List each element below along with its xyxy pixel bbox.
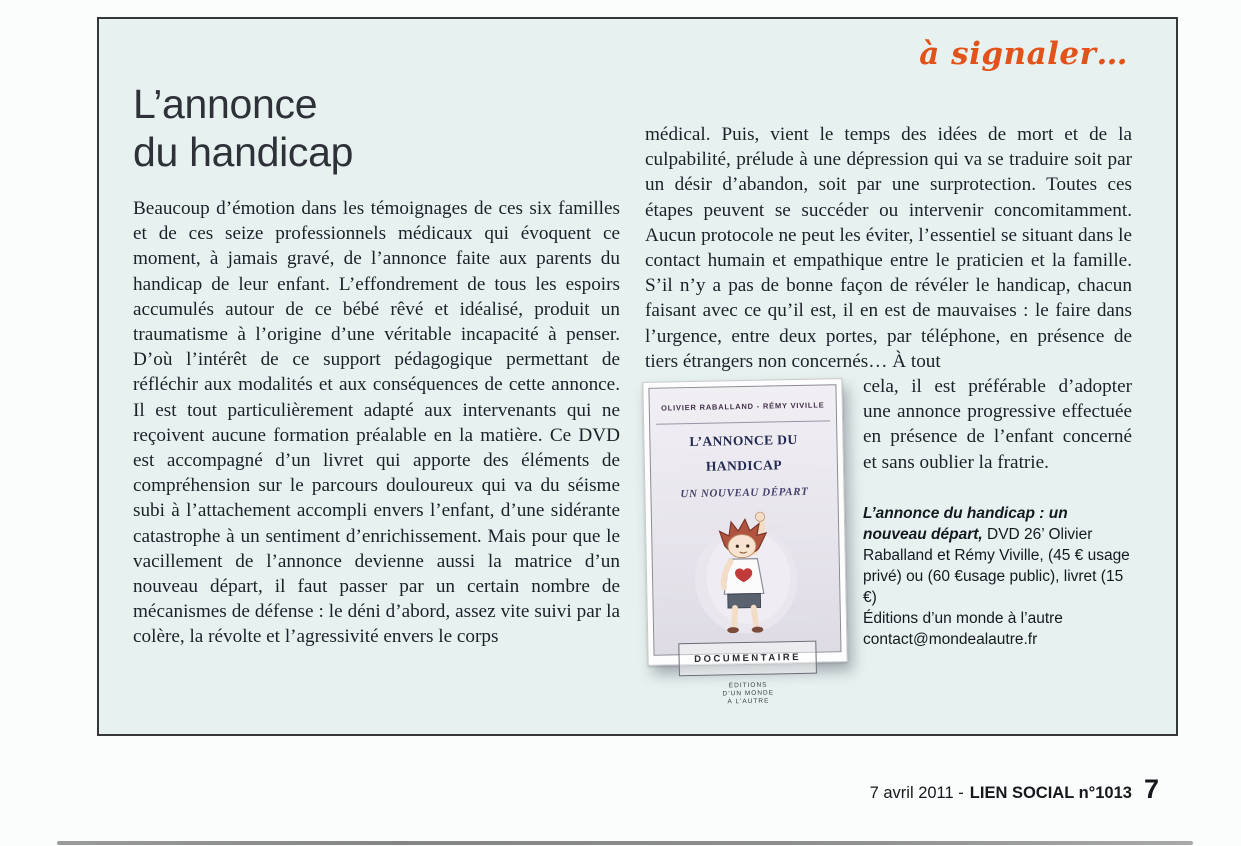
caption-publisher: Éditions d’un monde à l’autre xyxy=(863,609,1063,627)
column-right xyxy=(645,122,1132,706)
footer-journal: LIEN SOCIAL n°1013 xyxy=(969,784,1132,802)
body-paragraph-col2-part1: médical. Puis, vient le temps des idées de mort et de la culpabilité, prélude à une dépression qui va se traduire soit par un désir d’abandon, soit par une surprotection. Toutes ces étapes peuvent se succéder ou intervenir concomitamment. Aucun protocole ne peut les éviter, l’essentiel se situant dans le contact humain et empathique entre le praticien et la famille. S’il n’y a pas de bonne façon de révéler le handicap, chacun faisant avec ce qu’il est, il en est de mauvaises : le faire dans l’urgence, entre deux portes, par téléphone, en présence de tiers étrangers non concernés… À tout xyxy=(645,124,1132,372)
article-title-line2: du handicap xyxy=(133,129,354,175)
footer-date: 7 avril 2011 - xyxy=(869,784,964,802)
page-footer xyxy=(870,774,1159,805)
article-title xyxy=(133,80,353,176)
article-title-line1: L’annonce xyxy=(133,81,318,127)
dvd-illustration xyxy=(686,509,806,639)
caption-email: contact@mondealautre.fr xyxy=(863,630,1038,648)
body-paragraph-col2-part2: cela, il est préférable d’adopter une annonce progressive effectuée en présence de l’enfant concerné et sans oublier la fratrie. xyxy=(863,376,1132,473)
dvd-publisher-line1: ÉDITIONS xyxy=(728,681,768,690)
manga-child-illustration xyxy=(686,509,806,639)
dvd-publisher-line2: D’UN MONDE xyxy=(722,689,775,698)
dvd-publisher-line3: À L’AUTRE xyxy=(727,697,770,706)
dvd-case xyxy=(642,378,847,706)
dvd-title: L’ANNONCE DU HANDICAP xyxy=(689,432,798,475)
scan-edge-artifact xyxy=(57,841,1193,845)
body-paragraph-col1: Beaucoup d’émotion dans les témoignages de ces six familles et de ces seize professionnels médicaux qui évoquent ce moment, à jamais gravé, de l’annonce faite aux parents du handicap de leur enfant. L’effondrement de tous les espoirs accumulés autour de ce bébé rêvé et idéalisé, produit un traumatisme à l’origine d’une véritable incapacité à penser. D’où l’intérêt de ce support pédagogique permettant de réfléchir aux modalités et aux conséquences de cette annonce. Il est tout particulièrement adapté aux intervenants qui ne reçoivent aucune formation préalable en la matière. Ce DVD est accompagné d’un livret qui apporte des éléments de compréhension sur le parcours douloureux qui va du séisme subi à l’attachement accompli envers l’enfant, d’une sidérante catastrophe à un sentiment d’enrichissement. Mais pour que le vacillement de l’annonce devienne aussi la matrice d’un nouveau départ, il faut passer par un certain nombre de mécanismes de défense : le déni d’abord, assez vite suivi par la colère, la révolte et l’agressivité envers le corps xyxy=(133,198,620,648)
caption-details: DVD 26’ Olivier Raballand et Rémy Viville, (45 € usage privé) ou (60 €usage public), livret (15 €) xyxy=(863,525,1130,606)
column-left xyxy=(133,196,620,650)
footer-page-number: 7 xyxy=(1143,774,1159,804)
dvd-cover xyxy=(648,384,841,706)
section-label: à signaler… xyxy=(919,36,1128,72)
caption-title: L’annonce du handicap : un nouveau départ, xyxy=(863,504,1068,543)
dvd-publisher-logo xyxy=(722,682,774,707)
dvd-subtitle: UN NOUVEAU DÉPART xyxy=(680,485,809,500)
dvd-authors: OLIVIER RABALLAND - RÉMY VIVILLE xyxy=(656,392,831,425)
dvd-cover-photo xyxy=(642,378,847,706)
dvd-genre-label: DOCUMENTAIRE xyxy=(678,640,818,676)
